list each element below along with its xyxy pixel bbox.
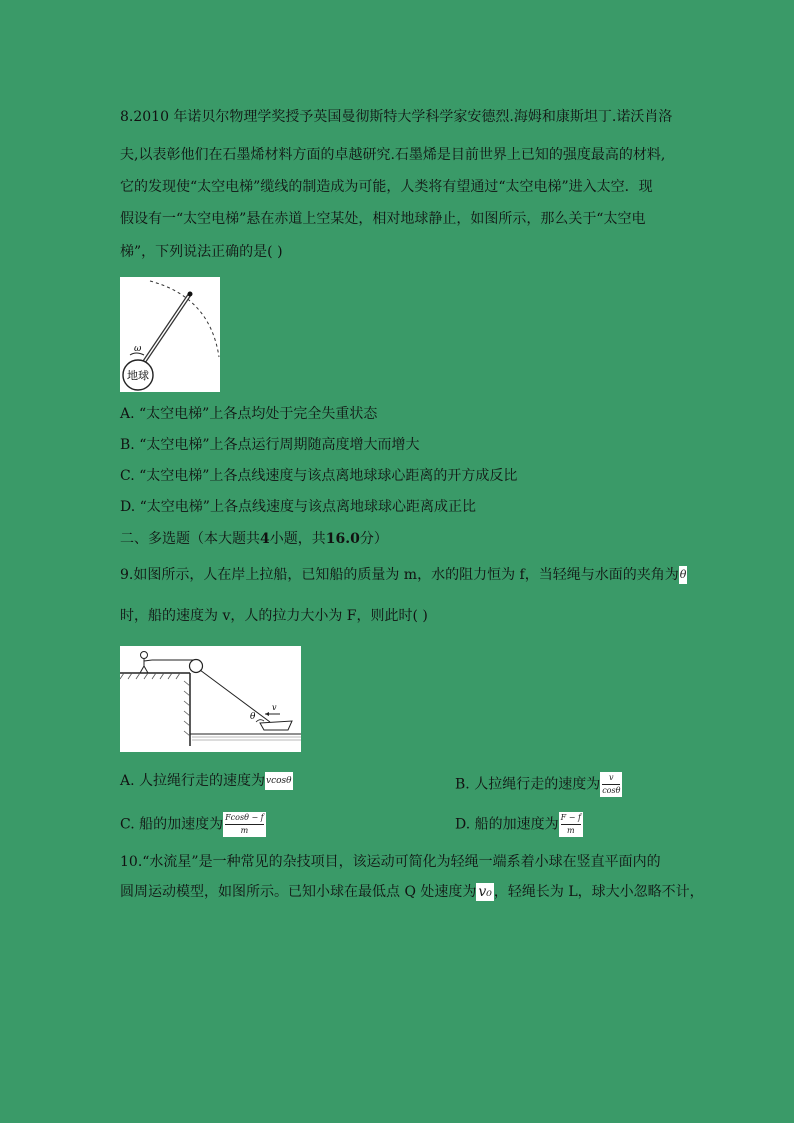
q8-option-d: D. “太空电梯”上各点线速度与该点离地球球心距离成正比 bbox=[120, 499, 476, 515]
q9-option-a-expr: vcosθ bbox=[265, 772, 293, 790]
section-2-score: 16.0 bbox=[325, 531, 360, 547]
q9-option-b bbox=[455, 772, 622, 797]
q9-line-1 bbox=[120, 566, 687, 584]
q8-line-4: 假设有一“太空电梯”悬在赤道上空某处，相对地球静止，如图所示，那么关于“太空电 bbox=[120, 211, 646, 227]
q9-option-c bbox=[120, 812, 266, 837]
omega-label: ω bbox=[134, 344, 142, 354]
q10-line-2a: 圆周运动模型，如图所示。已知小球在最低点 Q 处速度为 bbox=[120, 884, 477, 900]
section-2-suffix: 分） bbox=[359, 531, 388, 547]
q9-option-a-text: A. 人拉绳行走的速度为 bbox=[120, 773, 266, 789]
q9-option-c-fraction bbox=[223, 812, 266, 837]
boat bbox=[260, 721, 292, 730]
velocity-label: v bbox=[272, 703, 277, 712]
q8-option-a: A. “太空电梯”上各点均处于完全失重状态 bbox=[120, 406, 378, 422]
earth-label: 地球 bbox=[127, 369, 149, 382]
q8-option-b: B. “太空电梯”上各点运行周期随高度增大而增大 bbox=[120, 437, 420, 453]
person-head bbox=[141, 652, 148, 659]
section-2-header bbox=[120, 530, 388, 548]
section-2-mid: 小题，共 bbox=[269, 531, 326, 547]
theta-label: θ bbox=[250, 712, 256, 722]
q9-option-b-fraction bbox=[600, 772, 622, 797]
q10-line-2b: ，轻绳长为 L，球大小忽略不计， bbox=[493, 884, 704, 900]
q10-v0-symbol: v₀ bbox=[478, 884, 492, 900]
elevator-top bbox=[188, 292, 193, 297]
q9-option-d-fraction bbox=[559, 812, 583, 837]
q10-line-2 bbox=[120, 883, 704, 901]
rope-slant bbox=[200, 670, 270, 722]
q9-option-b-numerator: v bbox=[609, 773, 614, 782]
q9-option-c-numerator: Fcosθ − f bbox=[225, 813, 264, 822]
q9-option-c-denominator: m bbox=[240, 826, 249, 835]
q9-theta-symbol: θ bbox=[679, 566, 688, 584]
q9-option-d-numerator: F − f bbox=[560, 813, 581, 822]
q8-option-c: C. “太空电梯”上各点线速度与该点离地球球心距离的开方成反比 bbox=[120, 468, 518, 484]
q9-option-d-text: D. 船的加速度为 bbox=[455, 816, 559, 833]
section-2-count: 4 bbox=[260, 531, 270, 547]
q9-option-d-denominator: m bbox=[567, 826, 575, 835]
q9-option-d bbox=[455, 812, 583, 837]
q8-line-2: 夫,以表彰他们在石墨烯材料方面的卓越研究.石墨烯是目前世界上已知的强度最高的材料, bbox=[120, 147, 666, 163]
space-elevator-figure bbox=[120, 277, 220, 392]
section-2-prefix: 二、多选题（本大题共 bbox=[120, 531, 260, 547]
q10-line-1: 10.“水流星”是一种常见的杂技项目，该运动可简化为轻绳一端系着小球在竖直平面内的 bbox=[120, 854, 661, 870]
orbit-arc bbox=[150, 281, 219, 357]
q9-line-2: 时，船的速度为 v，人的拉力大小为 F，则此时( ) bbox=[120, 608, 428, 624]
q9-option-c-text: C. 船的加速度为 bbox=[120, 816, 224, 833]
q8-line-5: 梯”，下列说法正确的是( ) bbox=[120, 244, 283, 260]
q9-option-b-denominator: cosθ bbox=[602, 786, 621, 795]
q8-line-3: 它的发现使“太空电梯”缆线的制造成为可能，人类将有望通过“太空电梯”进入太空．现 bbox=[120, 179, 653, 195]
q9-line-1-text: 9.如图所示，人在岸上拉船，已知船的质量为 m，水的阻力恒为 f，当轻绳与水面的夹角为 bbox=[120, 567, 679, 583]
boat-pulling-figure bbox=[120, 646, 301, 752]
q9-option-a bbox=[120, 772, 293, 790]
q9-option-b-text: B. 人拉绳行走的速度为 bbox=[455, 776, 601, 793]
q8-line-1: 8.2010 年诺贝尔物理学奖授予英国曼彻斯特大学科学家安德烈.海姆和康斯坦丁.诺沃肖洛 bbox=[120, 109, 673, 125]
